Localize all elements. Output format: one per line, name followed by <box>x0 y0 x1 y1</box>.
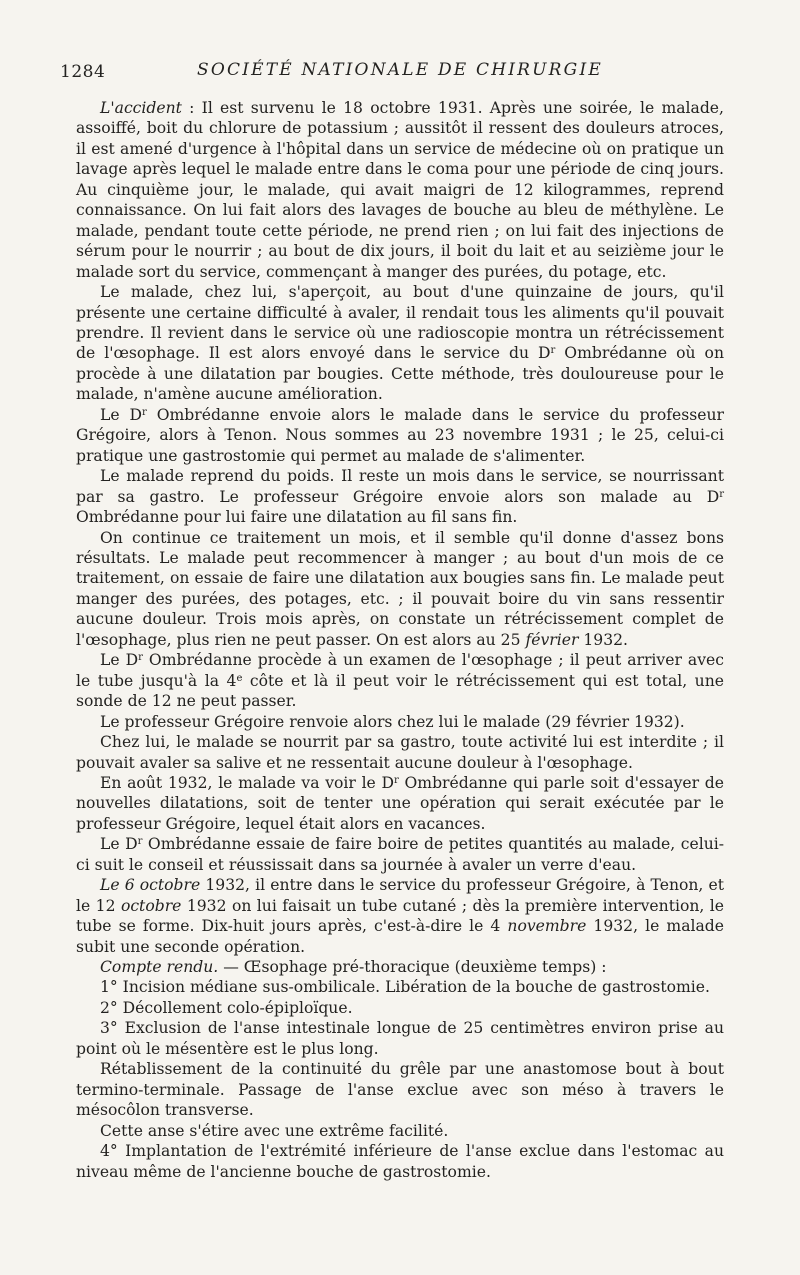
italic-text: novembre <box>507 917 587 936</box>
text-run: On continue ce traitement un mois, et il semble qu'il donne d'assez bons résultats. Le malade peut recommencer à manger ; au bout d'un mois de ce traitement, on essaie de faire une dilatation aux bougies sans fin. Le malade peut manger des purées, des potages, etc. ; il pouvait boire du vin sans ressentir aucune douleur. Trois mois après, on constate un rétrécissement complet de l'œsophage, plus rien ne peut passer. On est alors au 25 <box>76 528 724 649</box>
paragraph-p17 <box>76 1121 724 1141</box>
text-run: Ombrédanne essaie de faire boire de petites quantités au malade, celui-ci suit le conseil et réussissait dans sa journée à avaler un verre d'eau. <box>76 835 725 874</box>
text-run: Rétablissement de la continuité du grêle par une anastomose bout à bout termino-terminale. Passage de l'anse exclue avec son méso à travers le mésocôlon transverse. <box>76 1060 724 1120</box>
text-run: côte et là il peut voir le rétrécissement qui est total, une sonde de 12 ne peut passer. <box>76 671 724 711</box>
superscript: r <box>394 774 399 786</box>
paragraph-p1 <box>76 98 724 282</box>
paragraph-p9 <box>76 773 724 834</box>
text-run: Ombrédanne pour lui faire une dilatation au fil sans fin. <box>76 508 518 527</box>
text-run: — Œsophage pré-thoracique (deuxième temps) : <box>218 958 607 977</box>
italic-text: février <box>525 630 579 649</box>
text-run: Le D <box>100 651 139 670</box>
paragraph-p14 <box>76 998 724 1018</box>
text-run: Le professeur Grégoire renvoie alors chez lui le malade (29 février 1932). <box>100 712 685 731</box>
superscript: r <box>137 836 143 848</box>
page-header <box>60 60 740 88</box>
text-run: Chez lui, le malade se nourrit par sa gastro, toute activité lui est interdite ; il pouvait avaler sa salive et ne ressentait aucune douleur à l'œsophage. <box>76 733 724 772</box>
superscript: r <box>719 488 724 500</box>
text-run: : Il est survenu le 18 octobre 1931. Après une soirée, le malade, assoiffé, boit du chlorure de potassium ; aussitôt il ressent des douleurs atroces, il est amené d'urgence à l'hôpital dans un service de médecine où on pratique un lavage après lequel le malade entre dans le coma pour une période de cinq jours. Au cinquième jour, le malade, qui avait maigri de 12 kilogrammes, reprend connaissance. On lui fait alors des lavages de bouche au bleu de méthylène. Le malade, pendant toute cette période, ne prend rien ; on lui fait des injections de sérum pour le nourrir ; au bout de dix jours, il boit du lait et au seizième jour le malade sort du service, commençant à manger des purées, du potage, etc. <box>76 99 724 281</box>
paragraph-p16 <box>76 1059 724 1120</box>
text-run: 4° Implantation de l'extrémité inférieure de l'anse exclue dans l'estomac au niveau même de l'ancienne bouche de gastrostomie. <box>76 1142 724 1181</box>
page-number: 1284 <box>60 62 106 82</box>
text-run: Ombrédanne qui parle soit d'essayer de nouvelles dilatations, soit de tenter une opération qui serait exécutée par le professeur Grégoire, lequel était alors en vacances. <box>76 773 724 833</box>
superscript: r <box>550 345 556 357</box>
text-run: Le D <box>100 405 143 424</box>
paragraph-p12 <box>76 957 724 977</box>
text-run: Ombrédanne procède à un examen de l'œsophage ; il peut arriver avec le tube jusqu'à la 4 <box>76 651 724 690</box>
paragraph-p6 <box>76 650 724 711</box>
text-run: Cette anse s'étire avec une extrême facilité. <box>100 1121 449 1140</box>
paragraph-p8 <box>76 732 724 773</box>
paragraph-p13 <box>76 977 724 997</box>
paragraph-p7 <box>76 712 724 732</box>
superscript: r <box>138 652 143 664</box>
paragraph-p3 <box>76 405 724 466</box>
italic-text: octobre <box>139 876 201 895</box>
text-run: Ombrédanne où on procède à une dilatation par bougies. Cette méthode, très douloureuse pour le malade, n'amène aucune amélioration. <box>76 344 724 404</box>
paragraph-p2 <box>76 282 724 405</box>
text-run: En août 1932, le malade va voir le D <box>100 773 395 792</box>
text-run: 2° Décollement colo-épiploïque. <box>100 998 353 1017</box>
text-run: 1932, il entre dans le service du professeur Grégoire, à Tenon, et le 12 <box>76 876 724 915</box>
italic-text: Compte rendu. <box>100 958 219 977</box>
text-run: Le D <box>100 835 138 854</box>
paragraph-p18 <box>76 1141 724 1182</box>
paragraph-p5 <box>76 528 724 651</box>
text-run: Le malade reprend du poids. Il reste un mois dans le service, se nourrissant par sa gastro. Le professeur Grégoire envoie alors son malade au D <box>76 467 724 506</box>
superscript: r <box>142 406 147 418</box>
paragraph-p10 <box>76 834 724 875</box>
running-head: SOCIÉTÉ NATIONALE DE CHIRURGIE <box>197 60 603 80</box>
text-run: 1° Incision médiane sus-ombilicale. Libération de la bouche de gastrostomie. <box>100 978 710 997</box>
article-body <box>76 98 724 1182</box>
superscript: e <box>236 672 243 684</box>
italic-text: Le 6 <box>100 876 140 895</box>
text-run: 1932 on lui faisait un tube cutané ; dès la première intervention, le tube se forme. Dix-huit jours après, c'est-à-dire le 4 <box>76 896 724 936</box>
text-run: Le malade, chez lui, s'aperçoit, au bout d'une quinzaine de jours, qu'il présente une certaine difficulté à avaler, il rendait tous les aliments qu'il pouvait prendre. Il revient dans le service où une radioscopie montra un rétrécissement de l'œsophage. Il est alors envoyé dans le service du D <box>76 283 724 363</box>
italic-text: L'accident <box>100 99 182 117</box>
text-run: 3° Exclusion de l'anse intestinale longue de 25 centimètres environ prise au point où le mésentère est le plus long. <box>76 1019 724 1058</box>
paragraph-p15 <box>76 1018 724 1059</box>
text-run: 1932, le malade subit une seconde opération. <box>76 917 724 956</box>
paragraph-p4 <box>76 466 724 527</box>
text-run: Ombrédanne envoie alors le malade dans le service du professeur Grégoire, alors à Tenon. Nous sommes au 23 novembre 1931 ; le 25, celui-ci pratique une gastrostomie qui permet au malade de s'alimenter. <box>76 405 724 465</box>
paragraph-p11 <box>76 875 724 957</box>
text-run: 1932. <box>578 630 629 649</box>
italic-text: octobre <box>120 896 182 915</box>
